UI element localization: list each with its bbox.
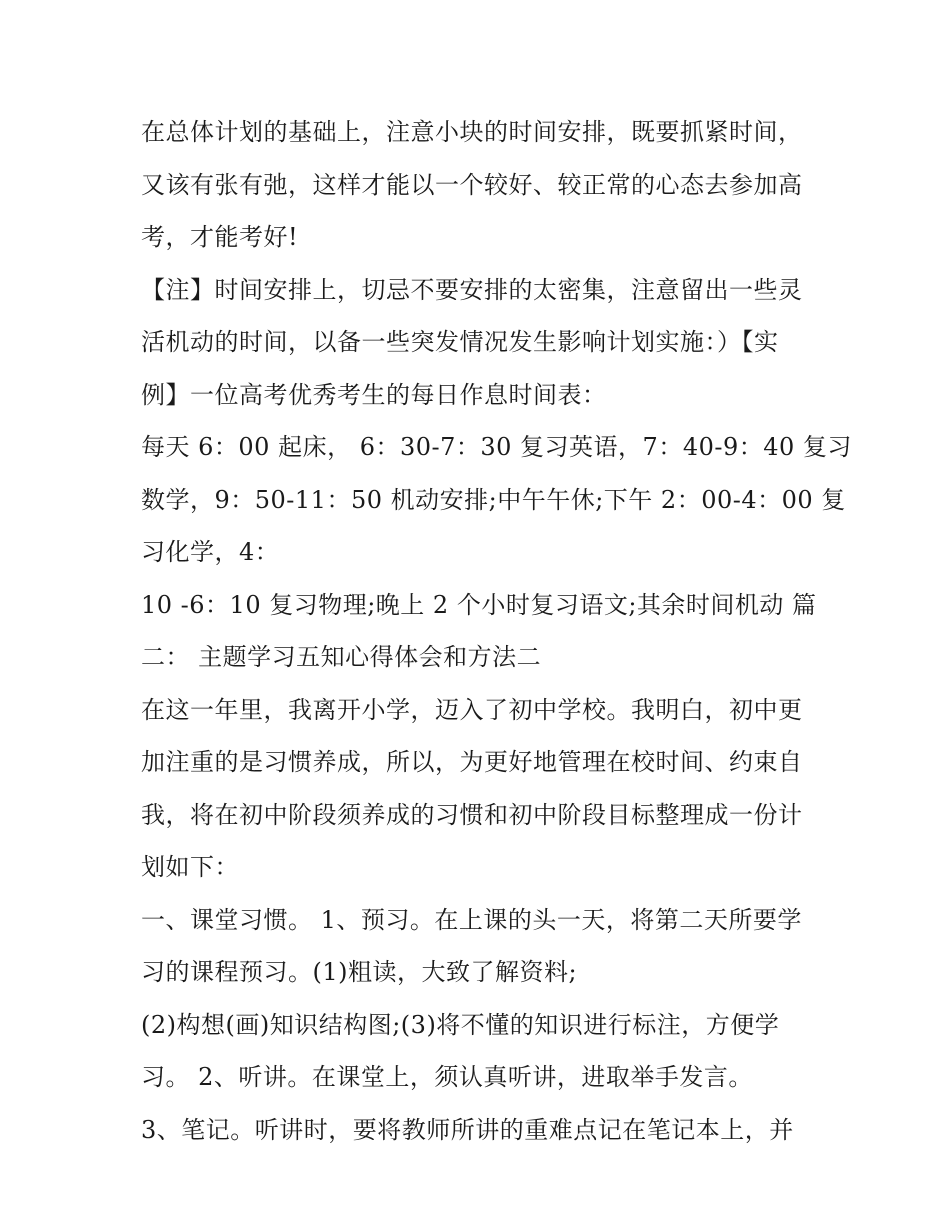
- text-line: 每天 6：00 起床， 6：30-7：30 复习英语，7：40-9：40 复习: [141, 433, 852, 461]
- text-line: 习的课程预习。(1)粗读，大致了解资料;: [141, 958, 578, 986]
- text-line: 一、课堂习惯。 1、预习。在上课的头一天，将第二天所要学: [141, 905, 802, 934]
- text-line: 活机动的时间，以备一些突发情况发生影响计划实施：）【实: [141, 328, 779, 356]
- text-line: 在这一年里，我离开小学，迈入了初中学校。我明白，初中更: [141, 695, 803, 724]
- text-line: 10 -6：10 复习物理;晚上 2 个小时复习语文;其余时间机动 篇: [141, 590, 817, 619]
- section-heading: 二： 主题学习五知心得体会和方法二: [141, 643, 542, 671]
- text-line: 我，将在初中阶段须养成的习惯和初中阶段目标整理成一份计: [141, 800, 803, 829]
- text-line: 习化学，4：: [141, 538, 280, 566]
- text-line: 数学，9：50-11：50 机动安排;中午午休;下午 2：00-4：00 复: [141, 485, 846, 514]
- text-line: 【注】时间安排上，切忌不要安排的太密集，注意留出一些灵: [141, 275, 803, 304]
- text-line: (2)构想(画)知识结构图;(3)将不懂的知识进行标注，方便学: [141, 1010, 780, 1039]
- text-line: 加注重的是习惯养成，所以，为更好地管理在校时间、约束自: [141, 748, 803, 776]
- document-body: [141, 106, 852, 1156]
- text-line: 考，才能考好!: [141, 223, 299, 251]
- text-line: 又该有张有弛，这样才能以一个较好、较正常的心态去参加高: [141, 170, 803, 199]
- text-line: 3、笔记。听讲时，要将教师所讲的重难点记在笔记本上，并: [141, 1115, 794, 1144]
- text-line: 在总体计划的基础上，注意小块的时间安排，既要抓紧时间，: [141, 118, 803, 146]
- text-line: 例】一位高考优秀考生的每日作息时间表：: [141, 380, 607, 409]
- text-line: 划如下：: [141, 853, 239, 881]
- text-line: 习。 2、听讲。在课堂上，须认真听讲，进取举手发言。: [141, 1063, 753, 1091]
